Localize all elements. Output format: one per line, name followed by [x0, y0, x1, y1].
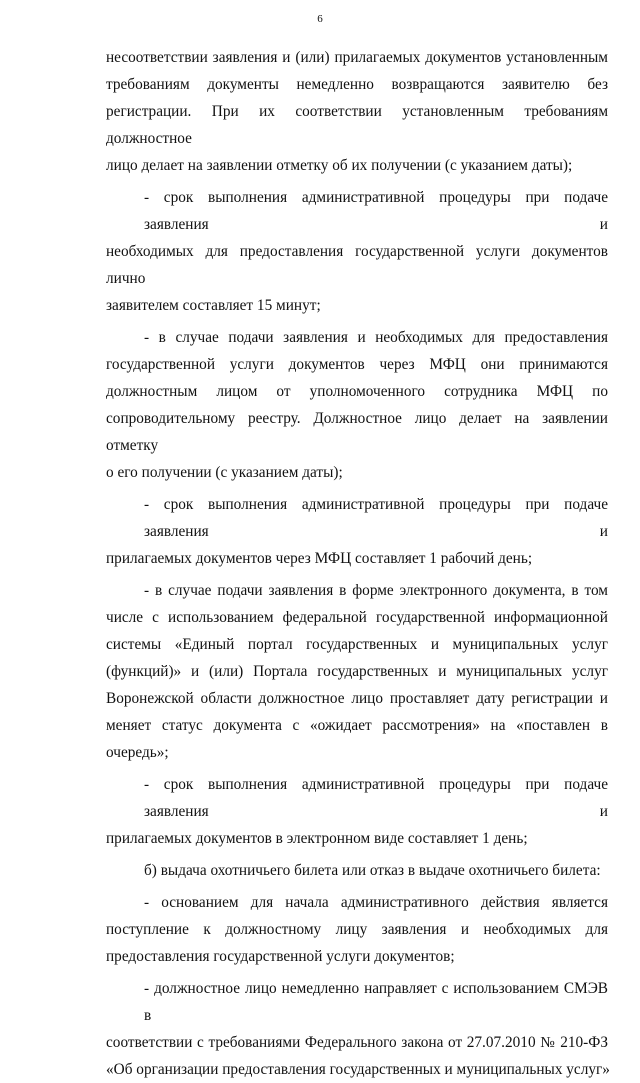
text-line: - должностное лицо немедленно направляет с использованием СМЭВ в: [144, 980, 608, 1024]
text-line: прилагаемых документов через МФЦ составляет 1 рабочий день;: [106, 550, 533, 567]
paragraph: [106, 857, 608, 884]
document-body: [106, 44, 608, 1083]
text-line: о его получении (с указанием даты);: [106, 464, 343, 481]
text-line: - срок выполнения административной процедуры при подаче заявления и: [144, 496, 608, 540]
text-line: лицо делает на заявлении отметку об их получении (с указанием даты);: [106, 157, 573, 174]
text-line: б) выдача охотничьего билета или отказ в выдаче охотничьего билета:: [144, 862, 601, 879]
text-line: регистрации. При их соответствии установленным требованиям должностное: [106, 103, 608, 147]
paragraph: [106, 771, 608, 852]
text-line: «Об организации предоставления государственных и муниципальных услуг»: [106, 1061, 610, 1078]
text-line: предоставления государственной услуги документов;: [106, 948, 455, 965]
paragraph: [106, 491, 608, 572]
text-line: числе с использованием федеральной государственной информационной: [106, 609, 608, 626]
text-line: поступление к должностному лицу заявления и необходимых для: [106, 921, 608, 938]
text-line: Воронежской области должностное лицо проставляет дату регистрации и: [106, 690, 608, 707]
paragraph: [106, 324, 608, 486]
paragraph: [106, 184, 608, 319]
text-line: системы «Единый портал государственных и муниципальных услуг: [106, 636, 608, 653]
text-line: очередь»;: [106, 744, 169, 761]
text-line: меняет статус документа с «ожидает рассмотрения» на «поставлен в: [106, 717, 608, 734]
text-line: - в случае подачи заявления в форме электронного документа, в том: [144, 582, 608, 599]
text-line: требованиям документы немедленно возвращаются заявителю без: [106, 76, 608, 93]
text-line: - срок выполнения административной процедуры при подаче заявления и: [144, 776, 608, 820]
text-line: прилагаемых документов в электронном виде составляет 1 день;: [106, 830, 528, 847]
text-line: заявителем составляет 15 минут;: [106, 297, 321, 314]
text-line: должностным лицом от уполномоченного сотрудника МФЦ по: [106, 383, 608, 400]
text-line: - в случае подачи заявления и необходимых для предоставления: [144, 329, 608, 346]
paragraph: [106, 44, 608, 179]
text-line: (функций)» и (или) Портала государственных и муниципальных услуг: [106, 663, 608, 680]
text-line: сопроводительному реестру. Должностное лицо делает на заявлении отметку: [106, 410, 608, 454]
paragraph: [106, 577, 608, 766]
text-line: соответствии с требованиями Федерального закона от 27.07.2010 № 210-ФЗ: [106, 1034, 608, 1051]
text-line: несоответствии заявления и (или) прилагаемых документов установленным: [106, 49, 608, 66]
paragraph: [106, 889, 608, 970]
text-line: государственной услуги документов через МФЦ они принимаются: [106, 356, 608, 373]
text-line: необходимых для предоставления государственной услуги документов лично: [106, 243, 608, 287]
paragraph: [106, 975, 608, 1083]
page-number: 6: [317, 13, 323, 25]
text-line: - срок выполнения административной процедуры при подаче заявления и: [144, 189, 608, 233]
text-line: - основанием для начала административного действия является: [144, 894, 608, 911]
